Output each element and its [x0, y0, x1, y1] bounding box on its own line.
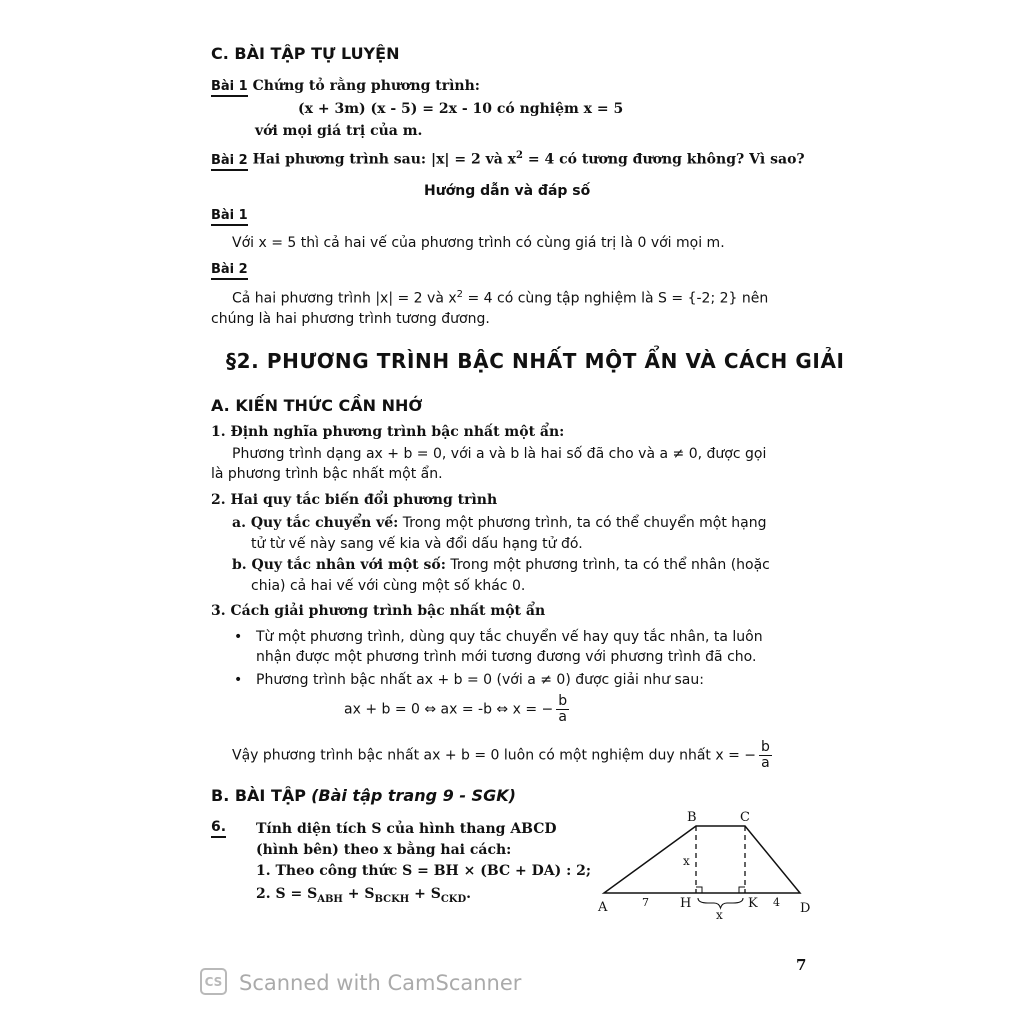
- bai2-pre: Hai phương trình sau: |x| = 2 và x: [252, 151, 517, 168]
- label-hk-x: x: [716, 908, 723, 920]
- label-kd-length: 4: [773, 896, 780, 909]
- label-ah-length: 7: [642, 896, 649, 909]
- bullet-2: •: [234, 672, 243, 688]
- bai2-label: Bài 2: [211, 153, 248, 171]
- bai2-sup: 2: [516, 150, 523, 161]
- rule-b-text: Trong một phương trình, ta có thể nhân (hoặc: [445, 557, 770, 573]
- right-angle-k: [739, 887, 745, 893]
- label-h: H: [680, 896, 692, 911]
- bai1-exercise: [211, 78, 480, 97]
- section-b-label: B. BÀI TẬP: [211, 786, 306, 805]
- ex6-line3: 1. Theo công thức S = BH × (BC + DA) : 2;: [256, 863, 592, 879]
- ex6-line4: 2. $S = S_{ABH} + S_{BCKH} + S_{CKD}$.: [256, 886, 472, 905]
- section-a-title: A. KIẾN THỨC CẦN NHỚ: [211, 396, 423, 415]
- answer1-label: Bài 1: [211, 208, 248, 226]
- rule-b-line2: chia) cả hai vế với cùng một số khác 0.: [251, 578, 526, 594]
- rule-a-line2: tử từ vế này sang vế kia và đổi dấu hạng tử đó.: [251, 536, 583, 552]
- label-k: K: [748, 896, 758, 911]
- answer2-label: Bài 2: [211, 262, 248, 280]
- section-b-title: [211, 786, 516, 805]
- answers-title: Hướng dẫn và đáp số: [424, 183, 591, 199]
- brace-hk: [698, 898, 743, 908]
- rule-a: [232, 515, 767, 531]
- ex6-line2: (hình bên) theo x bằng hai cách:: [256, 842, 512, 858]
- answer2-line2: chúng là hai phương trình tương đương.: [211, 311, 490, 327]
- trapezoid-figure: [590, 805, 820, 920]
- bullet-1: •: [234, 629, 243, 645]
- answer1-text: Với x = 5 thì cả hai vế của phương trình có cùng giá trị là 0 với mọi m.: [232, 235, 725, 251]
- section2-title: §2. PHƯƠNG TRÌNH BẬC NHẤT MỘT ẨN VÀ CÁCH GIẢI: [226, 349, 845, 373]
- label-b: B: [687, 810, 697, 825]
- conclusion-fraction: $\frac{b}{a}$: [761, 739, 770, 771]
- rule-b: [232, 557, 770, 573]
- item3-heading: 3. Cách giải phương trình bậc nhất một ẩn: [211, 603, 546, 619]
- bai2-post: = 4 có tương đương không? Vì sao?: [523, 151, 805, 168]
- label-c: C: [740, 810, 750, 825]
- conclusion: Vậy phương trình bậc nhất ax + b = 0 luôn có một nghiệm duy nhất x = − $\frac{b}{a}$: [232, 739, 770, 771]
- section-c-title: C. BÀI TẬP TỰ LUYỆN: [211, 44, 400, 63]
- label-height-x: x: [683, 854, 690, 868]
- label-a: A: [598, 900, 608, 915]
- rule-a-text: Trong một phương trình, ta có thể chuyển một hạng: [398, 515, 767, 531]
- rule-b-label: b. Quy tắc nhân với một số:: [232, 557, 446, 573]
- bai1-text: Chứng tỏ rằng phương trình:: [252, 78, 480, 94]
- item3-bullet2: • Phương trình bậc nhất ax + b = 0 (với a ≠ 0) được giải như sau:: [234, 672, 704, 688]
- bai1-equation: (x + 3m) (x - 5) = 2x - 10 có nghiệm x = 5: [298, 101, 624, 117]
- answer2-text: Cả hai phương trình |x| = 2 và $x^2 = 4$ có cùng tập nghiệm là S = {-2; 2} nên: [232, 289, 769, 307]
- bai1-tail: với mọi giá trị của m.: [255, 123, 423, 139]
- item3-bullet1-line1: • Từ một phương trình, dùng quy tắc chuyển vế hay quy tắc nhân, ta luôn: [234, 629, 763, 645]
- camscanner-logo-text: CS: [204, 974, 223, 989]
- item3-bullet1-line2: nhận được một phương trình mới tương đương với phương trình đã cho.: [256, 649, 757, 665]
- camscanner-watermark: Scanned with CamScanner: [239, 971, 522, 995]
- page-number: 7: [796, 956, 807, 974]
- section-b-subtitle: (Bài tập trang 9 - SGK): [311, 786, 516, 805]
- camscanner-logo: [200, 968, 227, 995]
- formula-fraction: $\frac{b}{a}$: [558, 693, 568, 725]
- trapezoid-abcd: [604, 826, 800, 893]
- ex6-line1: Tính diện tích S của hình thang ABCD: [256, 821, 557, 837]
- item1-heading: 1. Định nghĩa phương trình bậc nhất một ẩn:: [211, 424, 565, 440]
- item1-line1: Phương trình dạng ax + b = 0, với a và b là hai số đã cho và a ≠ 0, được gọi: [232, 446, 767, 462]
- right-angle-h: [696, 887, 702, 893]
- item2-heading: 2. Hai quy tắc biến đổi phương trình: [211, 492, 498, 508]
- label-d: D: [800, 901, 811, 916]
- solution-formula: ax + b = 0 ⇔ ax = -b ⇔ x = − $\frac{b}{a}$: [344, 693, 568, 725]
- bai1-label: Bài 1: [211, 79, 248, 97]
- item1-line2: là phương trình bậc nhất một ẩn.: [211, 466, 443, 482]
- rule-a-label: a. Quy tắc chuyển vế:: [232, 515, 399, 531]
- ex6-label: 6.: [211, 819, 226, 838]
- bai2-exercise: [211, 150, 805, 171]
